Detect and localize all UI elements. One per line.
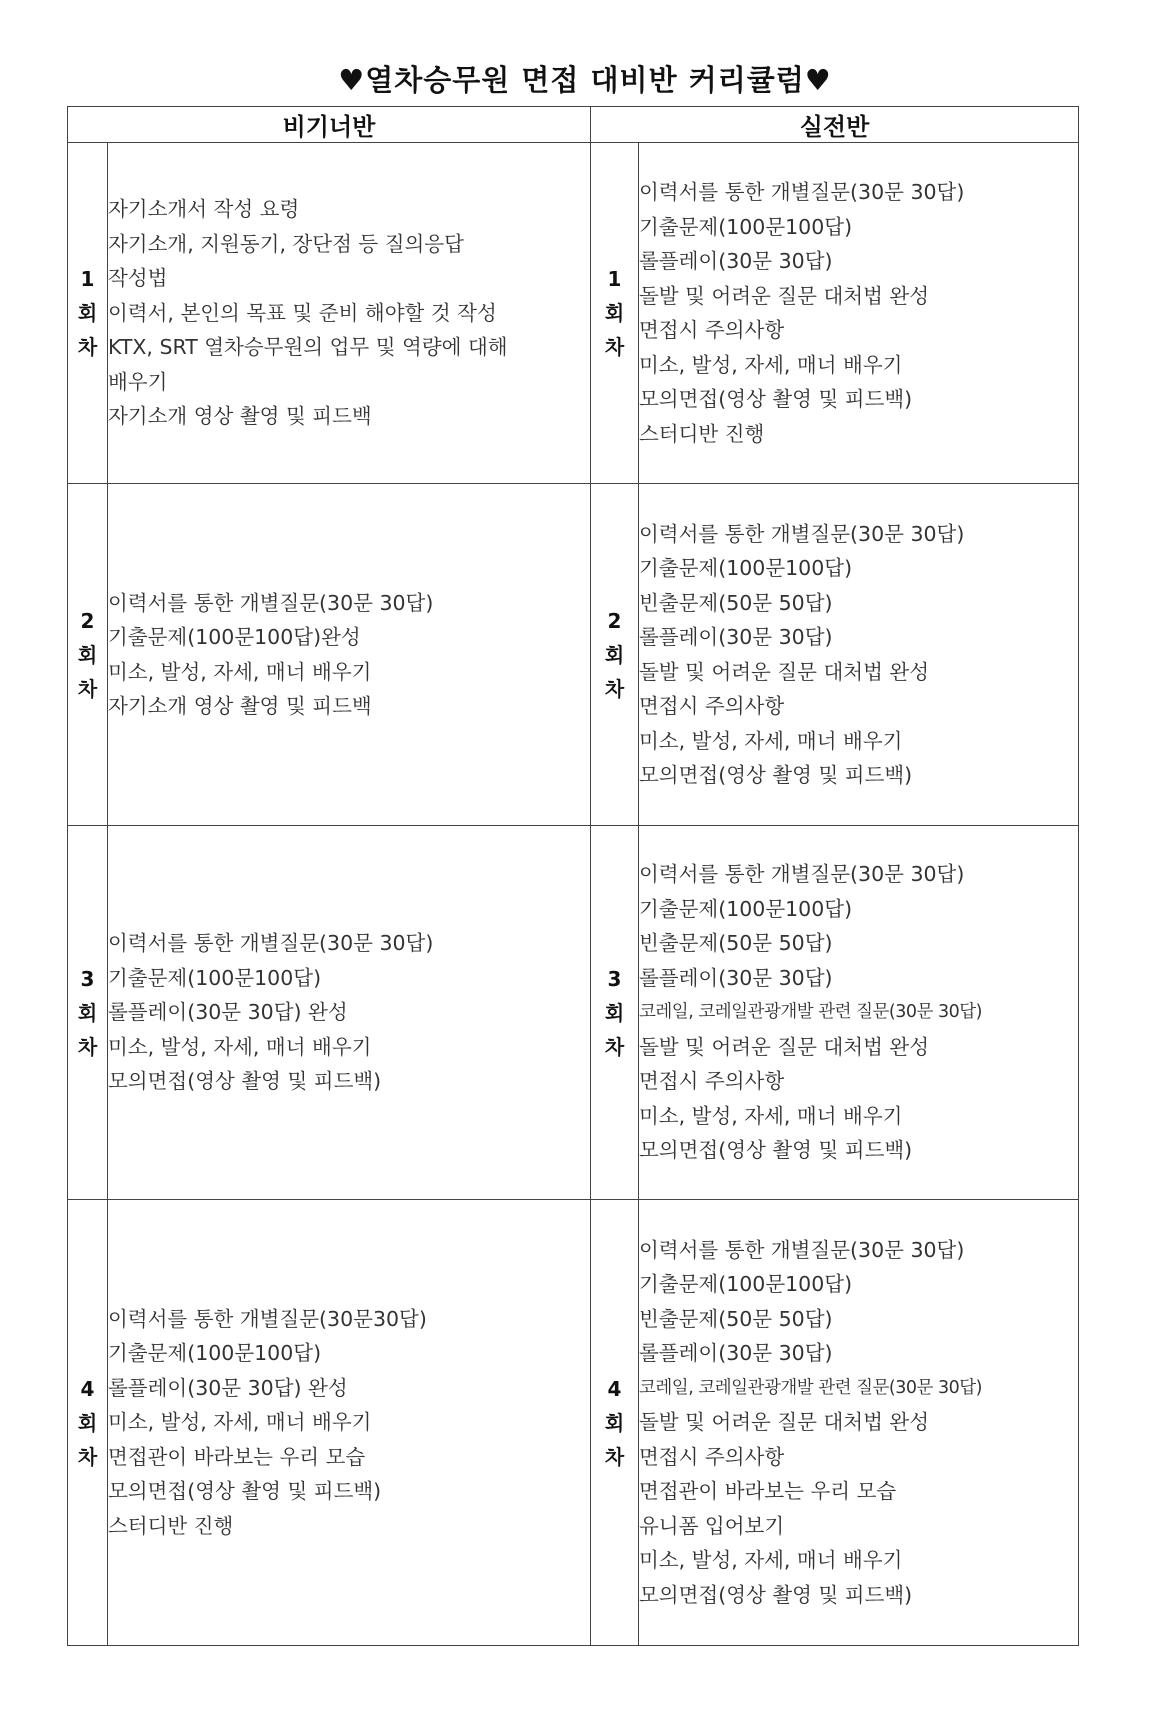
round-suffix-char: 차 [604, 1034, 625, 1059]
round-suffix-char: 차 [77, 1034, 98, 1059]
curriculum-item: 이력서를 통한 개별질문(30문 30답) [108, 931, 434, 956]
curriculum-item: 면접시 주의사항 [639, 1444, 785, 1469]
curriculum-item: 돌발 및 어려운 질문 대처법 완성 [639, 1034, 930, 1059]
round-suffix-char: 회 [604, 1410, 625, 1435]
curriculum-item: 모의면접(영상 촬영 및 피드백) [639, 1582, 913, 1607]
curriculum-table [67, 106, 1079, 1646]
curriculum-item: 배우기 [108, 369, 168, 394]
curriculum-item: 이력서를 통한 개별질문(30문 30답) [639, 862, 965, 887]
round-suffix-char: 차 [77, 676, 98, 701]
curriculum-item: 미소, 발성, 자세, 매너 배우기 [639, 1548, 903, 1573]
beginner-content-cell [108, 1200, 591, 1646]
curriculum-item: 빈출문제(50문 50답) [639, 590, 833, 615]
curriculum-item: 면접관이 바라보는 우리 모습 [639, 1479, 897, 1504]
curriculum-item: 롤플레이(30문 30답) [639, 249, 833, 273]
curriculum-item: 기출문제(100문100답) [639, 556, 853, 580]
curriculum-item: 작성법 [108, 266, 168, 291]
curriculum-item: 미소, 발성, 자세, 매너 배우기 [639, 1103, 903, 1128]
round-suffix-char: 차 [604, 676, 625, 701]
round-suffix-char: 회 [77, 1410, 98, 1435]
curriculum-item: 기출문제(100문100답) [639, 896, 853, 921]
curriculum-item: 돌발 및 어려운 질문 대처법 완성 [639, 283, 930, 308]
curriculum-item: 이력서를 통한 개별질문(30문 30답) [639, 180, 965, 204]
beginner-round-label [68, 484, 108, 826]
round-suffix-char: 회 [77, 1000, 98, 1025]
curriculum-item: 롤플레이(30문 30답) 완성 [108, 1000, 348, 1025]
round-suffix-char: 회 [604, 301, 625, 325]
curriculum-item: 돌발 및 어려운 질문 대처법 완성 [639, 1410, 930, 1435]
round-suffix-char: 회 [604, 642, 625, 667]
curriculum-item: 이력서를 통한 개별질문(30문 30답) [639, 1237, 965, 1262]
curriculum-item: 기출문제(100문100답) [639, 214, 853, 239]
round-suffix-char: 차 [604, 335, 625, 359]
beginner-round-label [68, 1200, 108, 1646]
curriculum-item: 롤플레이(30문 30답) [639, 965, 833, 990]
round-number: 2 [80, 608, 95, 633]
curriculum-item: 면접관이 바라보는 우리 모습 [108, 1444, 366, 1469]
curriculum-item: KTX, SRT 열차승무원의 업무 및 역량에 대해 [108, 335, 508, 360]
round-number: 3 [80, 966, 95, 991]
beginner-column-header: 비기너반 [68, 107, 591, 143]
practical-round-label [591, 143, 639, 484]
curriculum-item: 모의면접(영상 촬영 및 피드백) [639, 1138, 913, 1163]
curriculum-item: 이력서, 본인의 목표 및 준비 해야할 것 작성 [108, 300, 497, 325]
table-row [68, 484, 1079, 826]
practical-round-label [591, 484, 639, 826]
curriculum-item: 면접시 주의사항 [639, 1069, 785, 1094]
round-suffix-char: 회 [604, 1000, 625, 1025]
curriculum-item: 모의면접(영상 촬영 및 피드백) [108, 1069, 382, 1094]
curriculum-item: 기출문제(100문100답)완성 [108, 625, 361, 649]
table-row [68, 143, 1079, 484]
curriculum-item: 롤플레이(30문 30답) [639, 1341, 833, 1366]
round-suffix-char: 차 [77, 335, 98, 359]
curriculum-item: 코레일, 코레일관광개발 관련 질문(30문 30답) [639, 1002, 982, 1023]
practical-content-cell [639, 484, 1079, 826]
table-header-row [68, 107, 1079, 143]
curriculum-item: 이력서를 통한 개별질문(30문 30답) [108, 590, 434, 615]
curriculum-item: 롤플레이(30문 30답) [639, 625, 833, 649]
curriculum-item: 스터디반 진행 [639, 421, 765, 446]
practical-content-cell [639, 143, 1079, 484]
curriculum-item: 미소, 발성, 자세, 매너 배우기 [639, 728, 903, 753]
practical-content-cell [639, 1200, 1079, 1646]
curriculum-item: 자기소개, 지원동기, 장단점 등 질의응답 [108, 231, 464, 256]
curriculum-item: 모의면접(영상 촬영 및 피드백) [108, 1479, 382, 1504]
round-number: 1 [80, 267, 95, 291]
round-number: 4 [80, 1376, 95, 1401]
round-number: 4 [607, 1376, 622, 1401]
curriculum-item: 자기소개서 작성 요령 [108, 197, 300, 222]
beginner-content-cell [108, 143, 591, 484]
round-suffix-char: 회 [77, 642, 98, 667]
page-title: ♥열차승무원 면접 대비반 커리큘럼♥ [338, 63, 832, 97]
curriculum-item: 면접시 주의사항 [639, 318, 785, 342]
curriculum-item: 자기소개 영상 촬영 및 피드백 [108, 694, 372, 718]
round-number: 3 [607, 966, 622, 991]
table-body [68, 143, 1079, 1646]
beginner-round-label [68, 826, 108, 1200]
curriculum-item: 자기소개 영상 촬영 및 피드백 [108, 404, 372, 429]
curriculum-item: 스터디반 진행 [108, 1513, 234, 1538]
curriculum-item: 롤플레이(30문 30답) 완성 [108, 1375, 348, 1400]
curriculum-item: 미소, 발성, 자세, 매너 배우기 [108, 659, 372, 684]
curriculum-item: 돌발 및 어려운 질문 대처법 완성 [639, 659, 930, 684]
curriculum-item: 빈출문제(50문 50답) [639, 1306, 833, 1331]
practical-column-header: 실전반 [591, 107, 1079, 143]
curriculum-item: 미소, 발성, 자세, 매너 배우기 [108, 1410, 372, 1435]
curriculum-item: 이력서를 통한 개별질문(30문30답) [108, 1306, 427, 1331]
curriculum-item: 기출문제(100문100답) [108, 965, 322, 990]
round-suffix-char: 차 [604, 1444, 625, 1469]
curriculum-item: 유니폼 입어보기 [639, 1513, 785, 1538]
curriculum-item: 코레일, 코레일관광개발 관련 질문(30문 30답) [639, 1377, 982, 1398]
beginner-content-cell [108, 484, 591, 826]
curriculum-item: 미소, 발성, 자세, 매너 배우기 [639, 352, 903, 377]
curriculum-item: 미소, 발성, 자세, 매너 배우기 [108, 1034, 372, 1059]
curriculum-item: 모의면접(영상 촬영 및 피드백) [639, 763, 913, 787]
curriculum-item: 이력서를 통한 개별질문(30문 30답) [639, 521, 965, 546]
round-number: 1 [607, 267, 622, 291]
practical-round-label [591, 1200, 639, 1646]
curriculum-item: 기출문제(100문100답) [639, 1272, 853, 1297]
round-number: 2 [607, 608, 622, 633]
round-suffix-char: 차 [77, 1444, 98, 1469]
beginner-content-cell [108, 826, 591, 1200]
curriculum-item: 모의면접(영상 촬영 및 피드백) [639, 387, 913, 411]
curriculum-item: 기출문제(100문100답) [108, 1341, 322, 1366]
curriculum-item: 빈출문제(50문 50답) [639, 931, 833, 956]
round-suffix-char: 회 [77, 301, 98, 325]
beginner-round-label [68, 143, 108, 484]
table-row [68, 1200, 1079, 1646]
curriculum-item: 면접시 주의사항 [639, 694, 785, 718]
table-row [68, 826, 1079, 1200]
practical-content-cell [639, 826, 1079, 1200]
practical-round-label [591, 826, 639, 1200]
